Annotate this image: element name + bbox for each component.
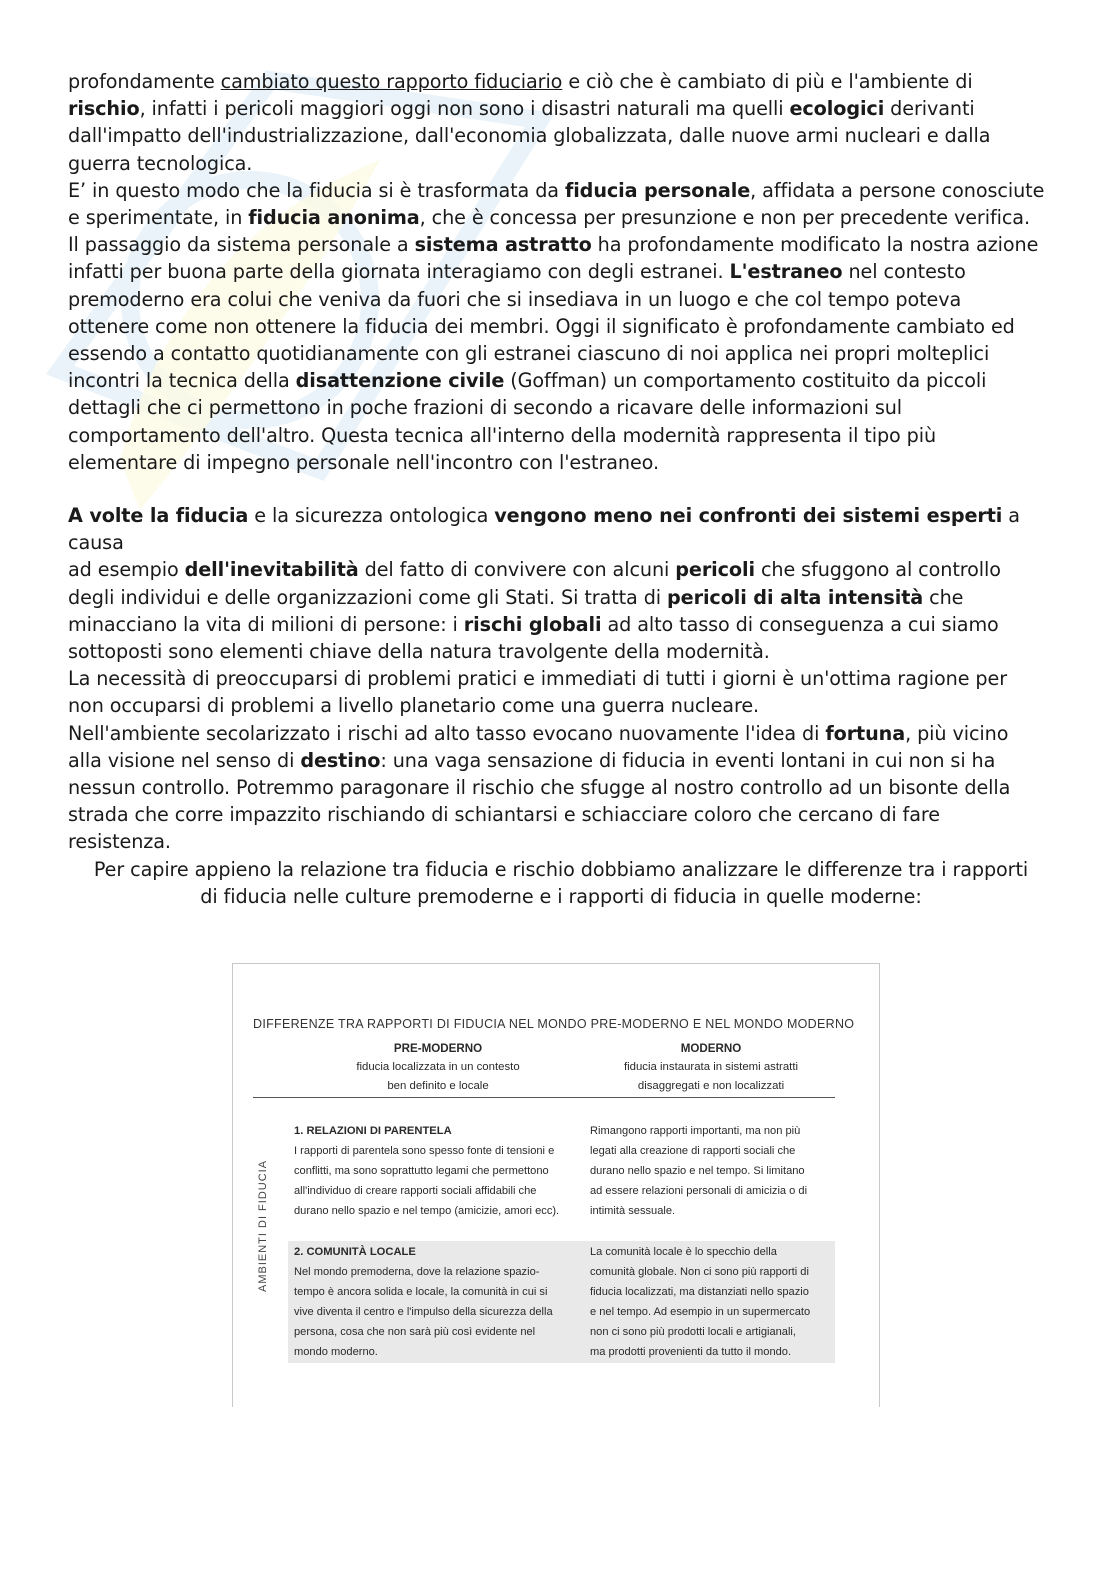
header-divider (253, 1097, 835, 1098)
paragraph-expert-systems: A volte la fiducia e la sicurezza ontologica vengono meno nei confronti dei sistemi esperti a causa ad esempio dell'inevitabilità del fatto di convivere con alcuni pericoli che sfuggono al controllo degli individui e delle organizzazioni come gli Stati. Si tratta di pericoli di alta intensità che minacciano la vita di milioni di persone: i rischi globali ad alto tasso di conseguenza a cui siamo sottoposti sono elementi chiave della natura travolgente della modernità. La necessità di preoccuparsi di problemi pratici e immediati di tutti i giorni è un'ottima ragione per non occuparsi di problemi a livello planetario come una guerra nucleare. Nell'ambiente secolarizzato i rischi ad alto tasso evocano nuovamente l'idea di fortuna, più vicino alla visione nel senso di destino: una vaga sensazione di fiducia in eventi lontani in cui non si ha nessun controllo. Potremmo paragonare il rischio che sfugge al nostro controllo ad un bisonte della strada che corre impazzito rischiando di schiantarsi e schiacciare coloro che cercano di fare resistenza. (68, 504, 1020, 854)
row2-modern-cell: La comunità locale è lo specchio della comunità globale. Non ci sono più rapporti di fiducia localizzati, ma distanziati nello spazio e nel tempo. Ad esempio in un supermercato non ci sono più prodotti locali e artigianali, ma prodotti provenienti da tutto il mondo. (590, 1246, 811, 1358)
side-label: AMBIENTI DI FIDUCIA (257, 1159, 269, 1292)
comparison-figure (232, 963, 880, 1407)
row1-modern-cell: Rimangono rapporti importanti, ma non più legati alla creazione di rapporti sociali che durano nello spazio e nel tempo. Si limitano ad essere relazioni personali di amicizia o di intimità sessuale. (590, 1125, 808, 1217)
figure-title: DIFFERENZE TRA RAPPORTI DI FIDUCIA NEL MONDO PRE-MODERNO E NEL MONDO MODERNO (253, 1017, 855, 1031)
paragraph-trust-transformation: profondamente cambiato questo rapporto fiduciario e ciò che è cambiato di più e l'ambiente di rischio, infatti i pericoli maggiori oggi non sono i disastri naturali ma quelli ecologici derivanti dall'impatto dell'industrializzazione, dall'economia globalizzata, dalle nuove armi nucleari e dalla guerra tecnologica. E’ in questo modo che la fiducia si è trasformata da fiducia personale, affidata a persone conosciute e sperimentate, in fiducia anonima, che è concessa per presunzione e non per precedente verifica. Il passaggio da sistema personale a sistema astratto ha profondamente modificato la nostra azione infatti per buona parte della giornata interagiamo con degli estranei. L'estraneo nel contesto premoderno era colui che veniva da fuori che si insediava in un luogo e che col tempo poteva ottenere come non ottenere la fiducia dei membri. Oggi il significato è profondamente cambiato ed essendo a contatto quotidianamente con gli estranei ciascuno di noi applica nei propri molteplici incontri la tecnica della disattenzione civile (Goffman) un comportamento costituito da piccoli dettagli che ci permettono in poche frazioni di secondo a ricavare delle informazioni sul comportamento dell'altro. Questa tecnica all'interno della modernità rappresenta il tipo più elementare di impegno personale nell'incontro con l'estraneo. (68, 70, 1045, 474)
row2-premodern-cell: 2. COMUNITÀ LOCALE Nel mondo premoderna, dove la relazione spazio- tempo è ancora solida e locale, la comunità in cui si vive diventa il centro e l'impulso della sicurezza della persona, cosa che non sarà più così evidente nel mondo moderno. (294, 1246, 553, 1358)
underlined-phrase: cambiato questo rapporto fiduciario (220, 70, 563, 93)
column-header-premodern: PRE-MODERNO fiducia localizzata in un contesto ben definito e locale (356, 1042, 520, 1092)
paragraph-intro-figure: Per capire appieno la relazione tra fiducia e rischio dobbiamo analizzare le differenze tra i rapporti di fiducia nelle culture premoderne e i rapporti di fiducia in quelle moderne: (93, 858, 1029, 909)
column-header-modern: MODERNO fiducia instaurata in sistemi astratti disaggregati e non localizzati (623, 1042, 799, 1092)
row1-premodern-cell: 1. RELAZIONI DI PARENTELA I rapporti di parentela sono spesso fonte di tensioni e conflitti, ma sono soprattutto legami che permettono all'individuo di creare rapporti sociali affidabili che durano nello spazio e nel tempo (amicizie, amori ecc). (294, 1125, 560, 1217)
